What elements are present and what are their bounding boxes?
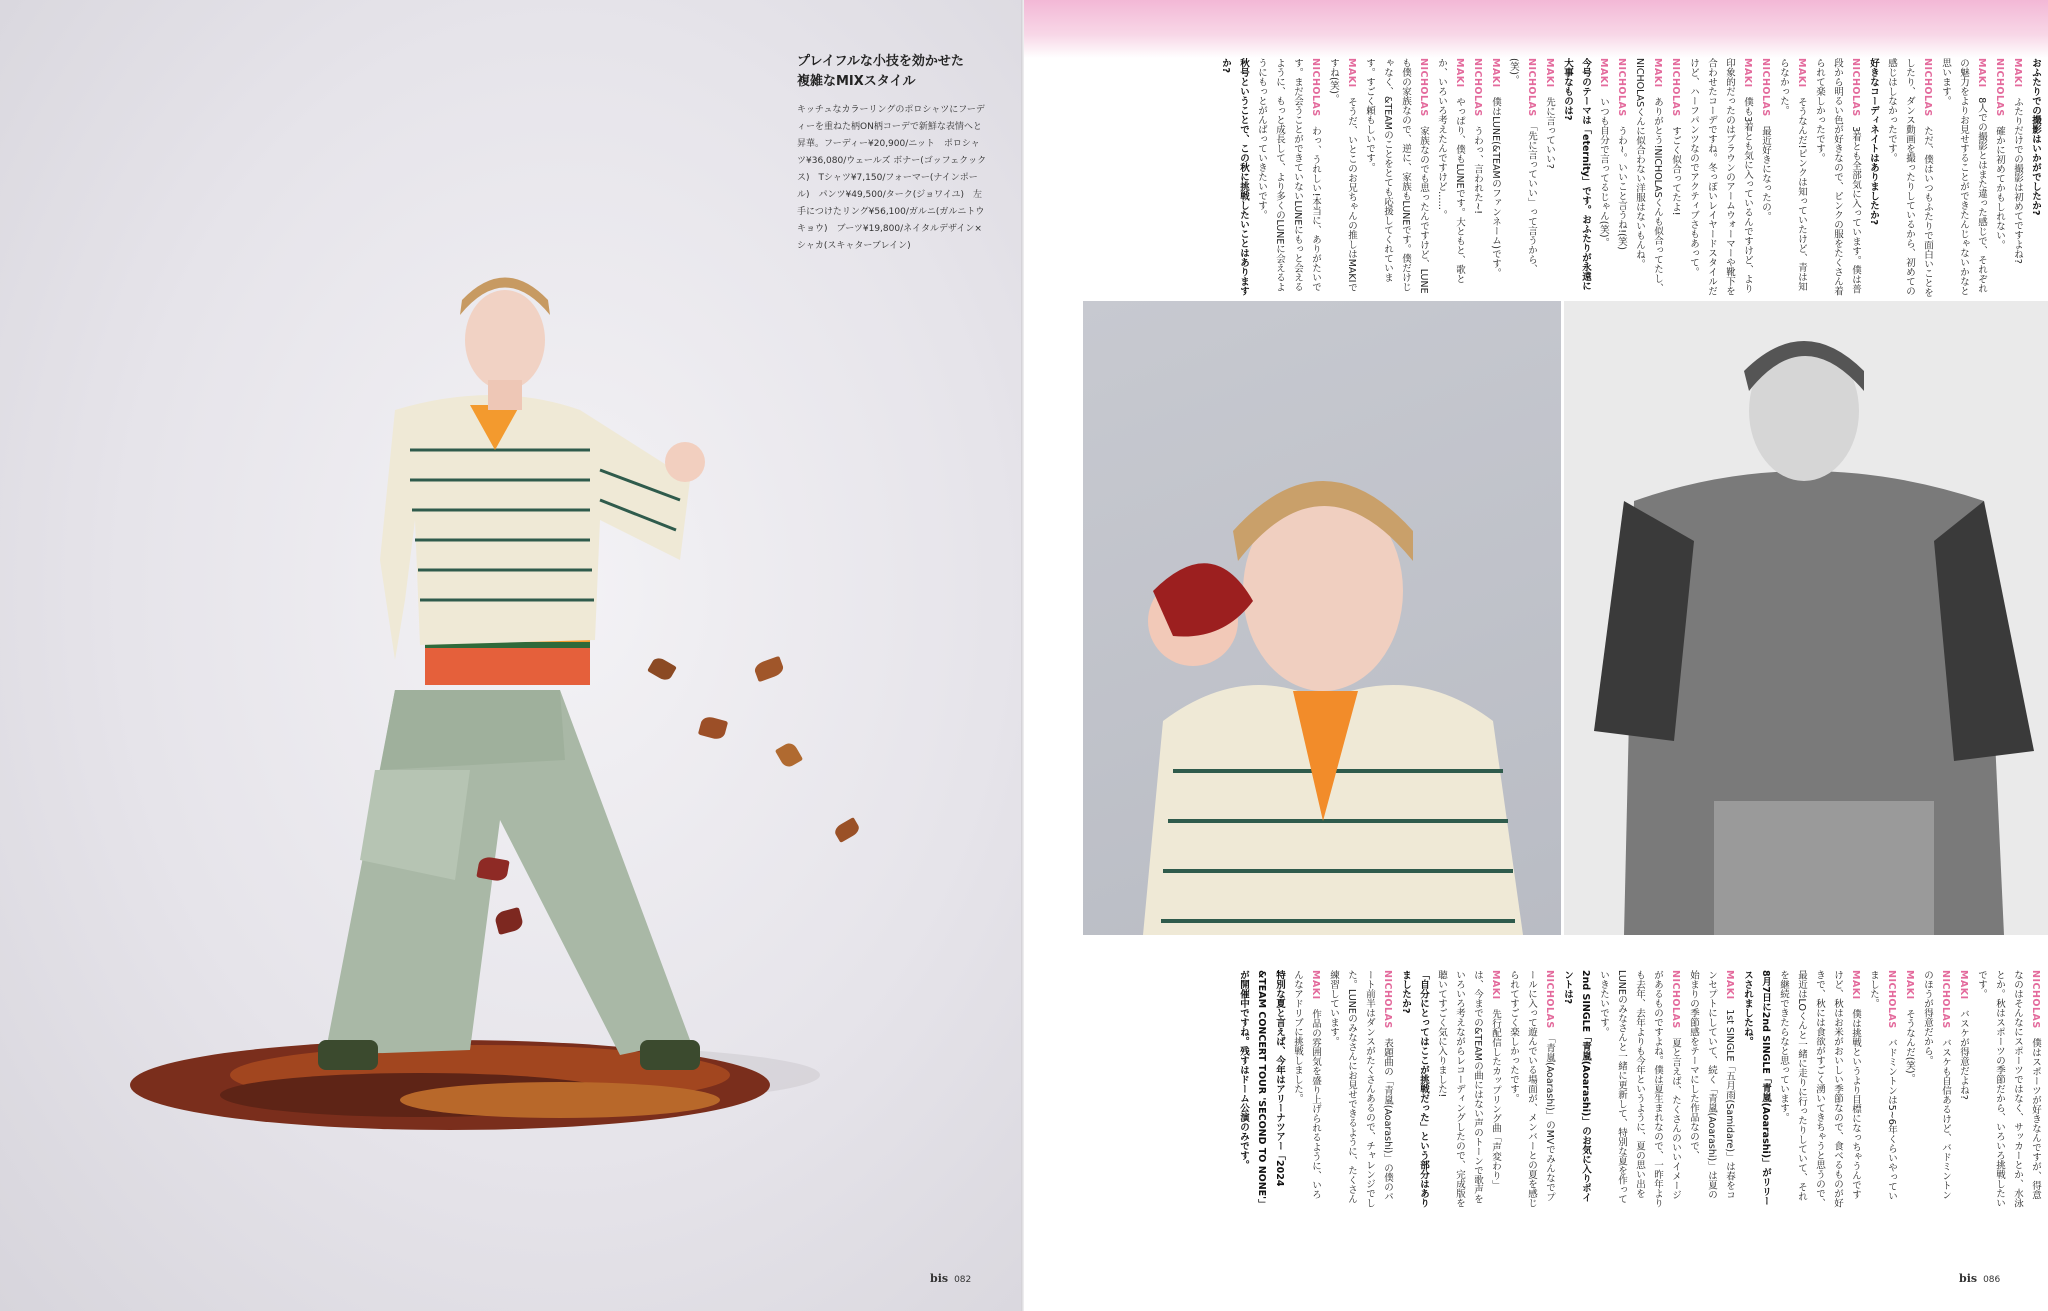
- answer-text: バスケも自信あるけど、バドミントンのほうが得意だから。: [1922, 970, 1951, 1200]
- answer-text: バドミントンは5~6年くらいやっていました。: [1868, 970, 1897, 1201]
- answer-text: そうなんだ!ピンクは知っていたけど、青は知らなかった。: [1778, 58, 1807, 292]
- speaker-name: NICHOLAS: [1760, 58, 1771, 117]
- speaker-name: MAKI: [1796, 58, 1807, 88]
- answer-text: ふたりだけでの撮影は初めてですよね?: [2012, 87, 2023, 264]
- caption-title: プレイフルな小技を効かせた 複雑なMIXスタイル: [797, 54, 964, 89]
- interview-answer: [1252, 58, 1324, 298]
- interview-answer: [1882, 58, 1936, 298]
- answer-text: わっ、うれしい!本当に、ありがたいです。まだ会うことができていないLUNEにもっと会えるように、もっと成長して、より多くのLUNEに会えるようにもっとがんばっていきたいです。: [1256, 58, 1321, 292]
- interview-answer: [1918, 970, 1954, 1208]
- interview-text-bottom: [1084, 970, 2044, 1208]
- interview-answer: [1954, 970, 1972, 1208]
- answer-text: 表題曲の「青嵐(Aoarashi)」の僕のパート前半はダンスがたくさんあるので、チャレンジでした。LUNEのみなさんにお見せできるように、たくさん練習しています。: [1328, 970, 1393, 1208]
- interview-answer: [1324, 58, 1360, 298]
- portrait-photo-color: [1083, 301, 1561, 935]
- answer-text: うわ~。いいこと言うね!(笑): [1616, 116, 1627, 250]
- answer-text: 僕はスポーツが好きなんですが、得意なのはそんなにスポーツではなく、サッカーとか、水泳とか。秋はスポーツの季節だから、いろいろ挑戦したいです。: [1976, 970, 2041, 1208]
- speaker-name: MAKI: [1724, 970, 1735, 1000]
- answer-text: 最近好きになったの。: [1760, 116, 1771, 222]
- interview-answer: [1666, 58, 1684, 298]
- folio-number: 082: [954, 1275, 972, 1285]
- speaker-name: MAKI: [1850, 970, 1861, 1000]
- interview-question: 秋号ということで、この秋に挑戦したいことはありますか?: [1220, 58, 1249, 296]
- interview-answer: [1990, 58, 2008, 298]
- interview-answer: [1360, 58, 1432, 298]
- styling-caption: [797, 52, 987, 255]
- speaker-name: NICHOLAS: [2030, 970, 2041, 1029]
- answer-text: 「青嵐(Aoarashi)」のMVでみんなでプールに入って遊んでいる場面が、メンバーとの夏を感じられてすごく楽しかったです。: [1508, 970, 1555, 1208]
- interview-answer: [1684, 58, 1756, 298]
- answer-text: 3着とも全部気に入っています。僕は普段から明るい色が好きなので、ピンクの服をたくさん着られて楽しかったです。: [1814, 58, 1861, 296]
- interview-answer: [1864, 970, 1900, 1208]
- answer-text: 8人での撮影とはまた違った感じで、それぞれの魅力をよりお見せすることができたんじゃないかなと思います。: [1940, 58, 1987, 296]
- answer-text: そうなんだ(笑)。: [1904, 999, 1915, 1084]
- answer-text: 1st SINGLE「五月雨(Samidare)」は春をコンセプトにしていて、続く「青嵐(Aoarashi)」は夏の始まりの季節感をテーマにした作品なので、: [1688, 970, 1735, 1200]
- answer-text: 僕も3着とも気に入っているんですけど、より印象的だったのはブラウンのアームウォーマーや靴下を合わせたコーデですね。冬っぽいレイヤードスタイルだけど、ハーフパンツなのでアクティブさもあって。: [1688, 58, 1753, 296]
- speaker-name: NICHOLAS: [1472, 58, 1483, 117]
- answer-text: 確かに初めてかもしれない。: [1994, 116, 2005, 250]
- speaker-name: MAKI: [1544, 58, 1555, 88]
- speaker-name: MAKI: [1976, 58, 1987, 88]
- interview-answer: [1432, 970, 1504, 1208]
- interview-answer: [1594, 970, 1684, 1208]
- interview-question: 今号のテーマは「eternity」です。おふたりが永遠に大事なものは?: [1562, 58, 1591, 291]
- answer-text: 僕はLUNE(&TEAMのファンネーム)です。: [1490, 87, 1501, 278]
- interview-answer: [2008, 58, 2026, 298]
- interview-answer: [1684, 970, 1738, 1208]
- speaker-name: NICHOLAS: [1922, 58, 1933, 117]
- interview-answer: [1774, 58, 1810, 298]
- answer-text: 先行配信したカップリング曲「声変わり」は、今までの&TEAMの曲にはない声のトーンで歌声をいろいろ考えながらレコーディングしたので、完成版を聴いてすごく気に入りました!: [1436, 970, 1501, 1208]
- caption-credits: キッチュなカラーリングのポロシャツにフーディーを重ねた柄ON柄コーデで新鮮な表情へと昇華。フーディー¥20,900/ニット ポロシャツ¥36,080/ウェールズ ボナー(ゴッフェクックス) Tシャツ¥7,150/フォーマー(ナインポール) パンツ¥49,500/ターク(ジョワイユ) 左手につけたリング¥56,100/ガルニ(ガルニトウキョウ) ブーツ¥19,800/ネイタルデザイン×シャカ(スキャターブレイン): [797, 105, 987, 251]
- interview-answer: [1432, 58, 1468, 298]
- interview-answer: [1774, 970, 1864, 1208]
- answer-text: 先に言っていい?: [1544, 87, 1555, 169]
- speaker-name: MAKI: [1490, 970, 1501, 1000]
- interview-question: 好きなコーディネイトはありましたか?: [1868, 58, 1879, 226]
- speaker-name: NICHOLAS: [1616, 58, 1627, 117]
- folio-brand: bis: [930, 1272, 949, 1285]
- speaker-name: MAKI: [1652, 58, 1663, 88]
- left-folio: [930, 1272, 971, 1285]
- interview-question: おふたりでの撮影はいかがでしたか?: [2030, 58, 2041, 216]
- answer-text: やっぱり、僕もLUNEです。大ともと、歌とか、いろいろ考えたんですけど……。: [1436, 58, 1465, 284]
- speaker-name: NICHOLAS: [1526, 58, 1537, 117]
- speaker-name: NICHOLAS: [1418, 58, 1429, 117]
- interview-answer: [1504, 970, 1558, 1208]
- speaker-name: NICHOLAS: [1544, 970, 1555, 1029]
- answer-text: バスケが得意だよね?: [1958, 999, 1969, 1100]
- speaker-name: NICHOLAS: [1382, 970, 1393, 1029]
- interview-answer: [1612, 58, 1630, 298]
- speaker-name: MAKI: [1454, 58, 1465, 88]
- speaker-name: MAKI: [2012, 58, 2023, 88]
- speaker-name: MAKI: [1490, 58, 1501, 88]
- answer-text: 「先に言っていい」って言うから、(笑)。: [1508, 58, 1537, 274]
- answer-text: 家族なのでも思ったんですけど、LUNEも僕の家族なので、逆に、家族もLUNEです。僕だけじゃなく、&TEAMのことをとても応援してくれています。すごく頼もしいです。: [1364, 58, 1429, 294]
- speaker-name: MAKI: [1742, 58, 1753, 88]
- answer-text: いつも自分で言ってるじゃん(笑)。: [1598, 87, 1609, 248]
- speaker-name: NICHOLAS: [1670, 58, 1681, 117]
- folio-brand: bis: [1959, 1272, 1978, 1285]
- interview-answer: [1630, 58, 1666, 298]
- interview-answer: [1486, 58, 1504, 298]
- speaker-name: MAKI: [1958, 970, 1969, 1000]
- speaker-name: NICHOLAS: [1994, 58, 2005, 117]
- interview-answer: [1756, 58, 1774, 298]
- speaker-name: MAKI: [1598, 58, 1609, 88]
- interview-answer: [1288, 970, 1324, 1208]
- interview-answer: [1468, 58, 1486, 298]
- interview-answer: [1540, 58, 1558, 298]
- speaker-name: NICHOLAS: [1670, 970, 1681, 1029]
- answer-text: 僕は挑戦というより目標になっちゃうんですけど、秋はお米がおいしい季節なので、食べるものが好きで、秋には食欲がすごく湧いてきちゃうと思うので、最近はLOくんと一緒に走りに行ったりしていて、それを継続できたらなと思っています。: [1778, 970, 1861, 1208]
- speaker-name: NICHOLAS: [1310, 58, 1321, 117]
- portrait-photo-monochrome: [1564, 301, 2048, 935]
- answer-text: うわっ、言われた~!: [1472, 116, 1483, 215]
- interview-answer: [1324, 970, 1396, 1208]
- interview-question: 8月7日に2nd SINGLE「青嵐(Aoarashi)」がリリースされましたね。: [1742, 970, 1771, 1206]
- left-page: [0, 0, 1022, 1311]
- interview-question: 2nd SINGLE「青嵐(Aoarashi)」のお気に入りポイントは?: [1562, 970, 1591, 1202]
- answer-text: すごく似合ってたよ!: [1670, 116, 1681, 216]
- answer-text: 夏と言えば、たくさんのいいイメージがあるものですよね。僕は夏生まれなので、一昨年よりも去年、去年よりも今年というように、夏の思い出をLUNEのみなさんと一緒に更新して、特別な夏を作っていきたいです。: [1598, 970, 1681, 1208]
- answer-text: そうだ、いとこのお兄ちゃんの推しはMAKIですね(笑)。: [1328, 58, 1357, 292]
- interview-answer: [1594, 58, 1612, 298]
- interview-answer: [1810, 58, 1864, 298]
- interview-question: 特別な夏と言えば、今年はアリーナツアー「2024 &TEAM CONCERT TOUR 'SECOND TO NONE'」が開催中ですね。残すはドーム公演のみです。: [1238, 970, 1285, 1204]
- speaker-name: MAKI: [1346, 58, 1357, 88]
- interview-answer: [1972, 970, 2044, 1208]
- answer-text: ありがとう!NICHOLASくんも似合ってたし、NICHOLASくんに似合わない洋服はないもんね。: [1634, 58, 1663, 293]
- answer-text: 作品の雰囲気を盛り上げられるように、いろんなアドリブに挑戦しました。: [1292, 970, 1321, 1200]
- speaker-name: NICHOLAS: [1940, 970, 1951, 1029]
- speaker-name: MAKI: [1904, 970, 1915, 1000]
- speaker-name: NICHOLAS: [1886, 970, 1897, 1029]
- interview-question: 「自分にとってはここが挑戦だった」という部分はありましたか?: [1400, 970, 1429, 1208]
- right-folio: [1959, 1272, 2000, 1285]
- folio-number: 086: [1983, 1275, 2001, 1285]
- interview-text-top: [1084, 58, 2044, 298]
- interview-answer: [1900, 970, 1918, 1208]
- speaker-name: NICHOLAS: [1850, 58, 1861, 117]
- pink-header-band: [1024, 0, 2048, 58]
- interview-answer: [1504, 58, 1540, 298]
- interview-answer: [1936, 58, 1990, 298]
- speaker-name: MAKI: [1310, 970, 1321, 1000]
- answer-text: ただ、僕はいつもふたりで面白いことをしたり、ダンス動画を撮ったりしているから、初めての感じはしなかったです。: [1886, 58, 1933, 298]
